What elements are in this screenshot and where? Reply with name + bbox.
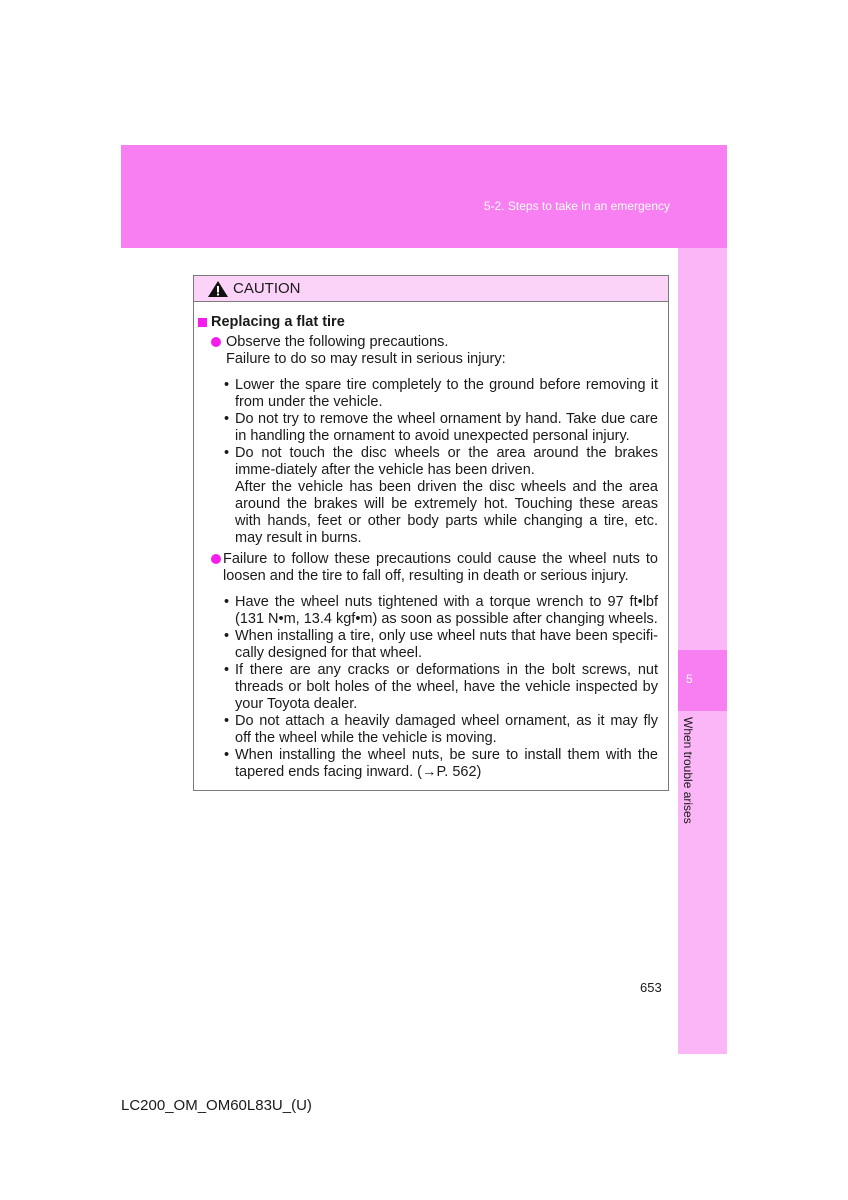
- circle-bullet-icon: [211, 554, 221, 564]
- bullet-mark: •: [224, 662, 230, 678]
- square-bullet-icon: [198, 318, 207, 327]
- list-item-text: When installing the wheel nuts, be sure to install them with the tapered ends facing inward. (→P. 562): [235, 747, 658, 780]
- bullet-mark: •: [224, 594, 230, 610]
- circle-bullet-icon: [211, 337, 221, 347]
- list-item-text: When installing a tire, only use wheel nuts that have been specifi-cally designed for that wheel.: [235, 628, 658, 661]
- bullet-mark: •: [224, 747, 230, 763]
- bullet-list: [198, 377, 658, 547]
- section-title: 5-2. Steps to take in an emergency: [483, 199, 670, 213]
- list-item: [224, 411, 658, 445]
- list-item-text: Lower the spare tire completely to the ground before removing it from under the vehicle.: [235, 377, 658, 410]
- lead-line: Observe the following precautions.: [226, 334, 449, 350]
- list-item-detail: After the vehicle has been driven the disc wheels and the area around the brakes will be extremely hot. Touching these areas with hands, feet or other body parts while changing a tire, etc. may result in burns.: [235, 479, 658, 546]
- caution-body: [194, 302, 668, 781]
- caution-box: [193, 275, 669, 791]
- list-item: [224, 377, 658, 411]
- precaution-group: [198, 334, 658, 547]
- list-item-text: Do not attach a heavily damaged wheel ornament, as it may fly off the wheel while the vehicle is moving.: [235, 713, 658, 746]
- list-item: [224, 445, 658, 547]
- list-item: [224, 594, 658, 628]
- precaution-group: [198, 551, 658, 781]
- chapter-number: 5: [686, 672, 693, 686]
- bullet-mark: •: [224, 377, 230, 393]
- list-item-text: Do not touch the disc wheels or the area around the brakes imme-diately after the vehicle has been driven.: [235, 445, 658, 478]
- subheading-text: Replacing a flat tire: [211, 314, 345, 330]
- warning-triangle-icon: [207, 280, 229, 298]
- bullet-mark: •: [224, 713, 230, 729]
- list-item-text: Have the wheel nuts tightened with a torque wrench to 97 ft•lbf (131 N•m, 13.4 kgf•m) as soon as possible after changing wheels.: [235, 594, 658, 627]
- chapter-label: When trouble arises: [681, 717, 695, 824]
- lead-line: Failure to do so may result in serious injury:: [226, 351, 506, 367]
- lead-line: Failure to follow these precautions could cause the wheel nuts to loosen and the tire to fall off, resulting in death or serious injury.: [223, 551, 658, 584]
- subheading: [198, 314, 658, 331]
- list-item: [224, 628, 658, 662]
- caution-title: CAUTION: [233, 280, 301, 297]
- header-band: [121, 145, 727, 248]
- list-item: [224, 747, 658, 781]
- bullet-mark: •: [224, 445, 230, 461]
- bullet-list: [198, 594, 658, 781]
- lead-paragraph: [198, 334, 658, 368]
- bullet-mark: •: [224, 411, 230, 427]
- list-item: [224, 662, 658, 713]
- lead-paragraph: [198, 551, 658, 585]
- list-item-text: Do not try to remove the wheel ornament by hand. Take due care in handling the ornament to avoid unexpected personal injury.: [235, 411, 658, 444]
- list-item: [224, 713, 658, 747]
- document-code: LC200_OM_OM60L83U_(U): [121, 1097, 312, 1114]
- caution-header: [194, 276, 668, 302]
- bullet-mark: •: [224, 628, 230, 644]
- chapter-tab: [678, 650, 727, 711]
- page-number: 653: [640, 980, 662, 995]
- list-item-text: If there are any cracks or deformations in the bolt screws, nut threads or bolt holes of the wheel, have the vehicle inspected by your Toyota dealer.: [235, 662, 658, 712]
